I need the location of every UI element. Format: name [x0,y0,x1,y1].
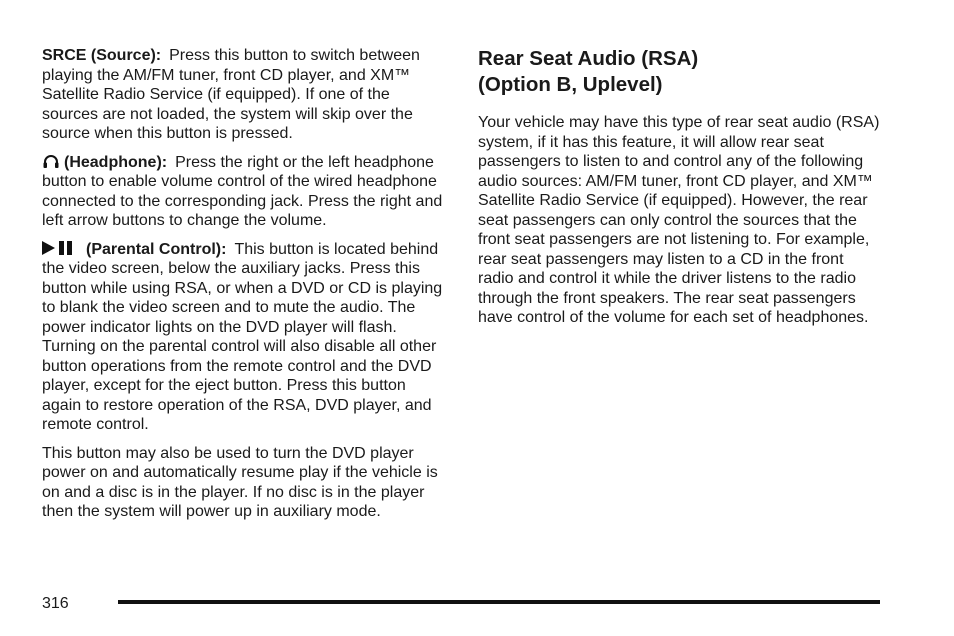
left-column [42,46,447,531]
srce-term: SRCE (Source): [42,47,162,64]
srce-paragraph [42,46,447,144]
right-column [478,46,883,337]
footer-rule [118,600,880,604]
srce-text: Press this button to switch between playing the AM/FM tuner, front CD player, and XM™ Satellite Radio Service (if equipped). If one of the sources are not loaded, the system will skip over the source when this button is pressed. [42,47,420,142]
power-note-paragraph: This button may also be used to turn the DVD player power on and automatically resume play if the vehicle is on and a disc is in the player. If no disc is in the player then the system will power up in auxiliary mode. [42,444,438,520]
heading-line-2: (Option B, Uplevel) [478,73,663,96]
play-pause-icon [42,240,82,256]
headphone-term: (Headphone): [64,153,168,171]
parental-text: This button is located behind the video screen, below the auxiliary jacks. Press this button while using RSA, or when a DVD or CD is playing to blank the video screen and to mute the audio. The power indicator lights on the DVD player will flash. Turning on the parental control will also disable all other button operations from the remote control and the DVD player, except for the eject button. Press this button again to restore operation of the RSA, DVD player, and remote control. [42,240,443,433]
page-number: 316 [42,595,69,612]
headphone-text: Press the right or the left headphone button to enable volume control of the wired headphone connected to the corresponding jack. Press the right and left arrow buttons to change the volume. [42,153,443,229]
parental-paragraph [42,240,447,435]
heading-line-1: Rear Seat Audio (RSA) [478,47,699,70]
parental-term: (Parental Control): [86,240,227,258]
section-heading [478,46,883,98]
headphone-paragraph [42,153,447,231]
headphone-icon [42,153,60,169]
rsa-body-paragraph: Your vehicle may have this type of rear seat audio (RSA) system, if it has this feature, it will allow rear seat passengers to listen to and control any of the following audio sources: AM/FM tuner, front CD player, and XM™ Satellite Radio Service (if equipped). However, the rear seat passengers can only control the sources that the front seat passengers are not listening to. For example, rear seat passengers may listen to a CD in the front radio and control it while the driver listens to the radio through the front speakers. The rear seat passengers have control of the volume for each set of headphones. [478,114,880,326]
